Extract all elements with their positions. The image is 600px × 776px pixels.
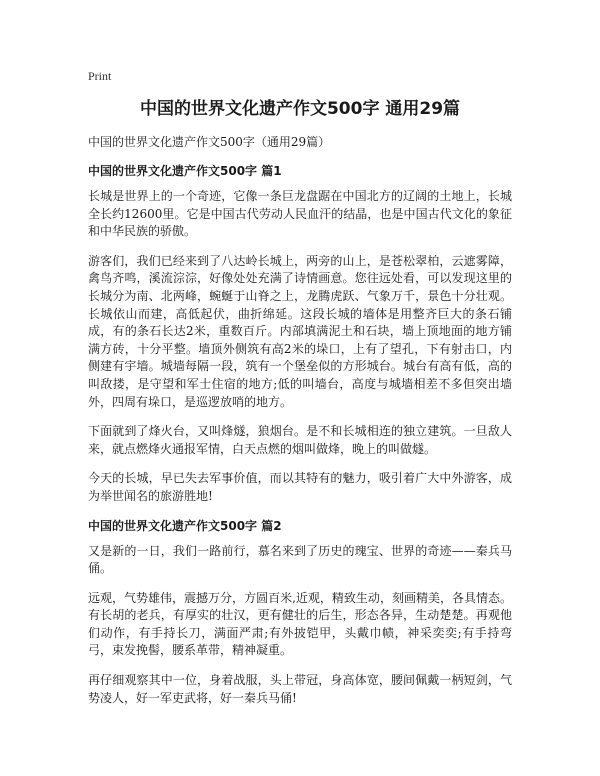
section-heading: 中国的世界文化遗产作文500字 篇2	[88, 518, 282, 533]
paragraph: 远观，气势雄伟，震撼万分，方圆百米,近观，精致生动，刻画精美，各具情态。有长胡的老兵，有厚实的壮汉，更有健壮的后生，形态各异，生动楚楚。再观他们动作，有手持长刀，满面严肃;有外披铠甲，头戴巾帻，神采奕奕;有手持弯弓，束发挽髻，腰系革带，精神凝重。	[88, 590, 512, 658]
paragraph: 又是新的一日，我们一路前行，慕名来到了历史的瑰宝、世界的奇迹——秦兵马俑。	[88, 543, 512, 576]
page-title: 中国的世界文化遗产作文500字 通用29篇	[139, 99, 461, 119]
paragraph: 再仔细观察其中一位，身着战服，头上带冠，身高体宽，腰间佩戴一柄短剑，气势凌人，好一军吏武将，好一秦兵马俑!	[88, 673, 512, 705]
paragraph: 游客们，我们已经来到了八达岭长城上，两旁的山上，是苍松翠柏，云遮雾障，禽鸟齐鸣，溪流淙淙，好像处处充满了诗情画意。您往远处看，可以发现这里的长城分为南、北两峰，蜿蜒于山脊之上，龙腾虎跃、气象万千，景色十分壮观。长城依山而建，高低起伏，曲折绵延。这段长城的墙体是用整齐巨大的条石铺成，有的条石长达2米，重数百斤。内部填满泥土和石块，墙上顶地面的地方铺满方砖，十分平整。墙顶外侧筑有高2米的垛口，上有了望孔，下有射击口，内侧建有宇墙。城墙每隔一段，筑有一个堡垒似的方形城台。城台有高有低，高的叫敌搂，是守望和军士住宿的地方;低的叫墙台，高度与城墙相差不多但突出墙外，四周有垛口，是巡逻放哨的地方。	[88, 253, 512, 409]
paragraph: 长城是世界上的一个奇迹，它像一条巨龙盘踞在中国北方的辽阔的土地上，长城全长约12600里。它是中国古代劳动人民血汗的结晶，也是中国古代文化的象征和中华民族的骄傲。	[88, 189, 512, 239]
document-subtitle: 中国的世界文化遗产作文500字（通用29篇）	[88, 135, 331, 149]
section-heading: 中国的世界文化遗产作文500字 篇1	[88, 164, 282, 178]
section-2	[88, 518, 512, 708]
paragraph: 今天的长城，早已失去军事价值，而以其特有的魅力，吸引着广大中外游客，成为举世闻名的旅游胜地!	[88, 471, 512, 503]
print-label[interactable]: Print	[88, 69, 112, 83]
section-1	[88, 163, 512, 506]
paragraph: 下面就到了烽火台，又叫烽燧，狼烟台。是不和长城相连的独立建筑。一旦敌人来，就点燃烽火通报军情，白天点燃的烟叫做烽，晚上的叫做燧。	[88, 424, 512, 456]
